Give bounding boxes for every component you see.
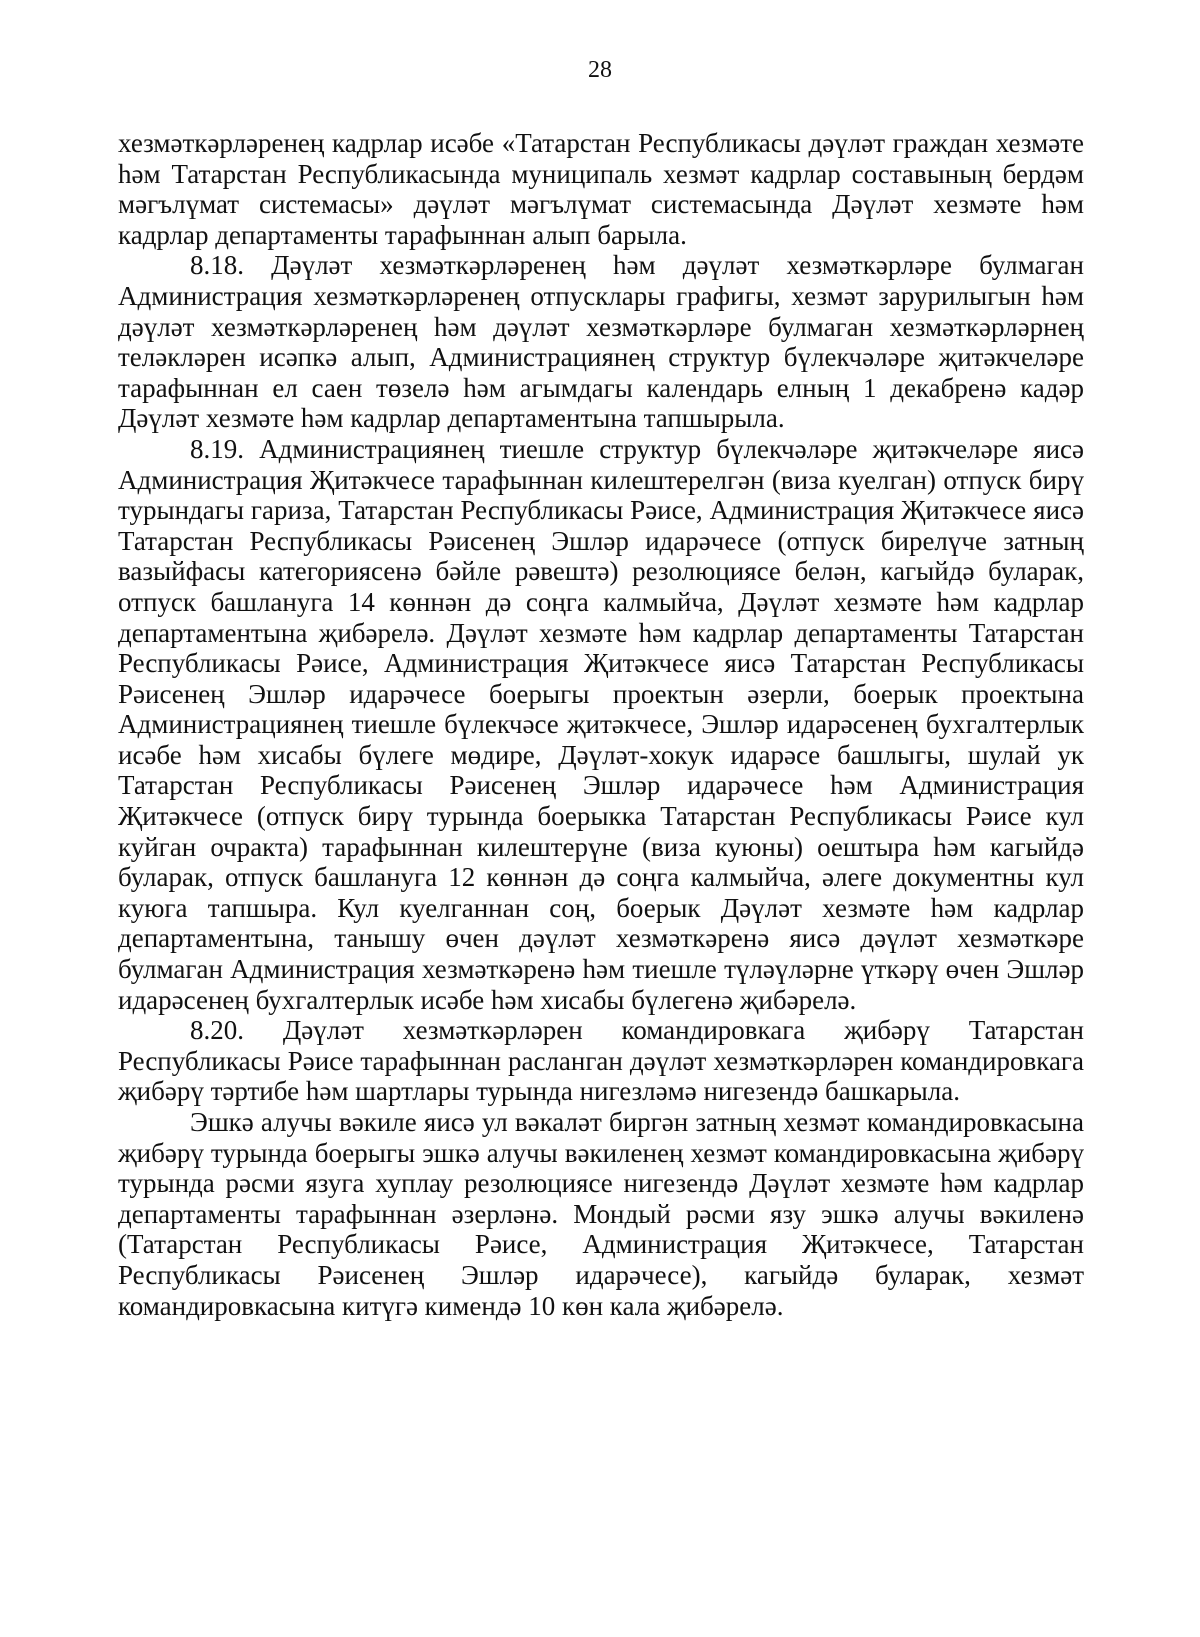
paragraph-business-trip-order: Эшкә алучы вәкиле яисә ул вәкаләт биргән затның хезмәт командировкасына җибәрү турында боерыгы эшкә алучы вәкиленең хезмәт командировкасына җибәрү турында рәсми язуга хуплау резолюциясе нигезендә Дәүләт хезмәте һәм кадрлар департаменты тарафыннан әзерләнә. Мондый рәсми язу эшкә алучы вәкиленә (Татарстан Республикасы Рәисе, Администрация Җитәкчесе, Татарстан Республикасы Рәисенең Эшләр идарәчесе), кагыйдә буларак, хезмәт командировкасына китүгә кимендә 10 көн кала җибәрелә. [118,1107,1084,1321]
document-body [118,128,1084,1321]
paragraph-8-20: 8.20. Дәүләт хезмәткәрләрен командировкага җибәрү Татарстан Республикасы Рәисе тарафыннан расланган дәүләт хезмәткәрләрен командировкага җибәрү тәртибе һәм шартлары турында нигезләмә нигезендә башкарыла. [118,1015,1084,1107]
paragraph-8-19: 8.19. Администрациянең тиешле структур бүлекчәләре җитәкчеләре яисә Администрация Җитәкчесе тарафыннан килештерелгән (виза куелган) отпуск бирү турындагы гариза, Татарстан Республикасы Рәисе, Администрация Җитәкчесе яисә Татарстан Республикасы Рәисенең Эшләр идарәчесе (отпуск бирелүче затның вазыйфасы категориясенә бәйле рәвештә) резолюциясе белән, кагыйдә буларак, отпуск башлануга 14 көннән дә соңга калмыйча, Дәүләт хезмәте һәм кадрлар департаментына җибәрелә. Дәүләт хезмәте һәм кадрлар департаменты Татарстан Республикасы Рәисе, Администрация Җитәкчесе яисә Татарстан Республикасы Рәисенең Эшләр идарәчесе боерыгы проектын әзерли, боерык проектына Администрациянең тиешле бүлекчәсе җитәкчесе, Эшләр идарәсенең бухгалтерлык исәбе һәм хисабы бүлеге мөдире, Дәүләт-хокук идарәсе башлыгы, шулай ук Татарстан Республикасы Рәисенең Эшләр идарәчесе һәм Администрация Җитәкчесе (отпуск бирү турында боерыкка Татарстан Республикасы Рәисе кул куйган очракта) тарафыннан килештерүне (виза куюны) оештыра һәм кагыйдә буларак, отпуск башлануга 12 көннән дә соңга калмыйча, әлеге документны кул куюга тапшыра. Кул куелганнан соң, боерык Дәүләт хезмәте һәм кадрлар департаментына, танышу өчен дәүләт хезмәткәренә яисә дәүләт хезмәткәре булмаган Администрация хезмәткәренә һәм тиешле түләүләрне үткәрү өчен Эшләр идарәсенең бухгалтерлык исәбе һәм хисабы бүлегенә җибәрелә. [118,433,1084,1015]
paragraph-8-18: 8.18. Дәүләт хезмәткәрләренең һәм дәүләт хезмәткәрләре булмаган Администрация хезмәткәрләренең отпусклары графигы, хезмәт зарурилыгын һәм дәүләт хезмәткәрләренең һәм дәүләт хезмәткәрләре булмаган хезмәткәрләрнең теләкләрен исәпкә алып, Администрациянең структур бүлекчәләре җитәкчеләре тарафыннан ел саен төзелә һәм агымдагы календарь елның 1 декабренә кадәр Дәүләт хезмәте һәм кадрлар департаментына тапшырыла. [118,250,1084,434]
page-number: 28 [588,57,612,83]
paragraph-continuation: хезмәткәрләренең кадрлар исәбе «Татарстан Республикасы дәүләт граждан хезмәте һәм Татарстан Республикасында муниципаль хезмәт кадрлар составының бердәм мәгълүмат системасы» дәүләт мәгълүмат системасында Дәүләт хезмәте һәм кадрлар департаменты тарафыннан алып барыла. [118,128,1084,250]
